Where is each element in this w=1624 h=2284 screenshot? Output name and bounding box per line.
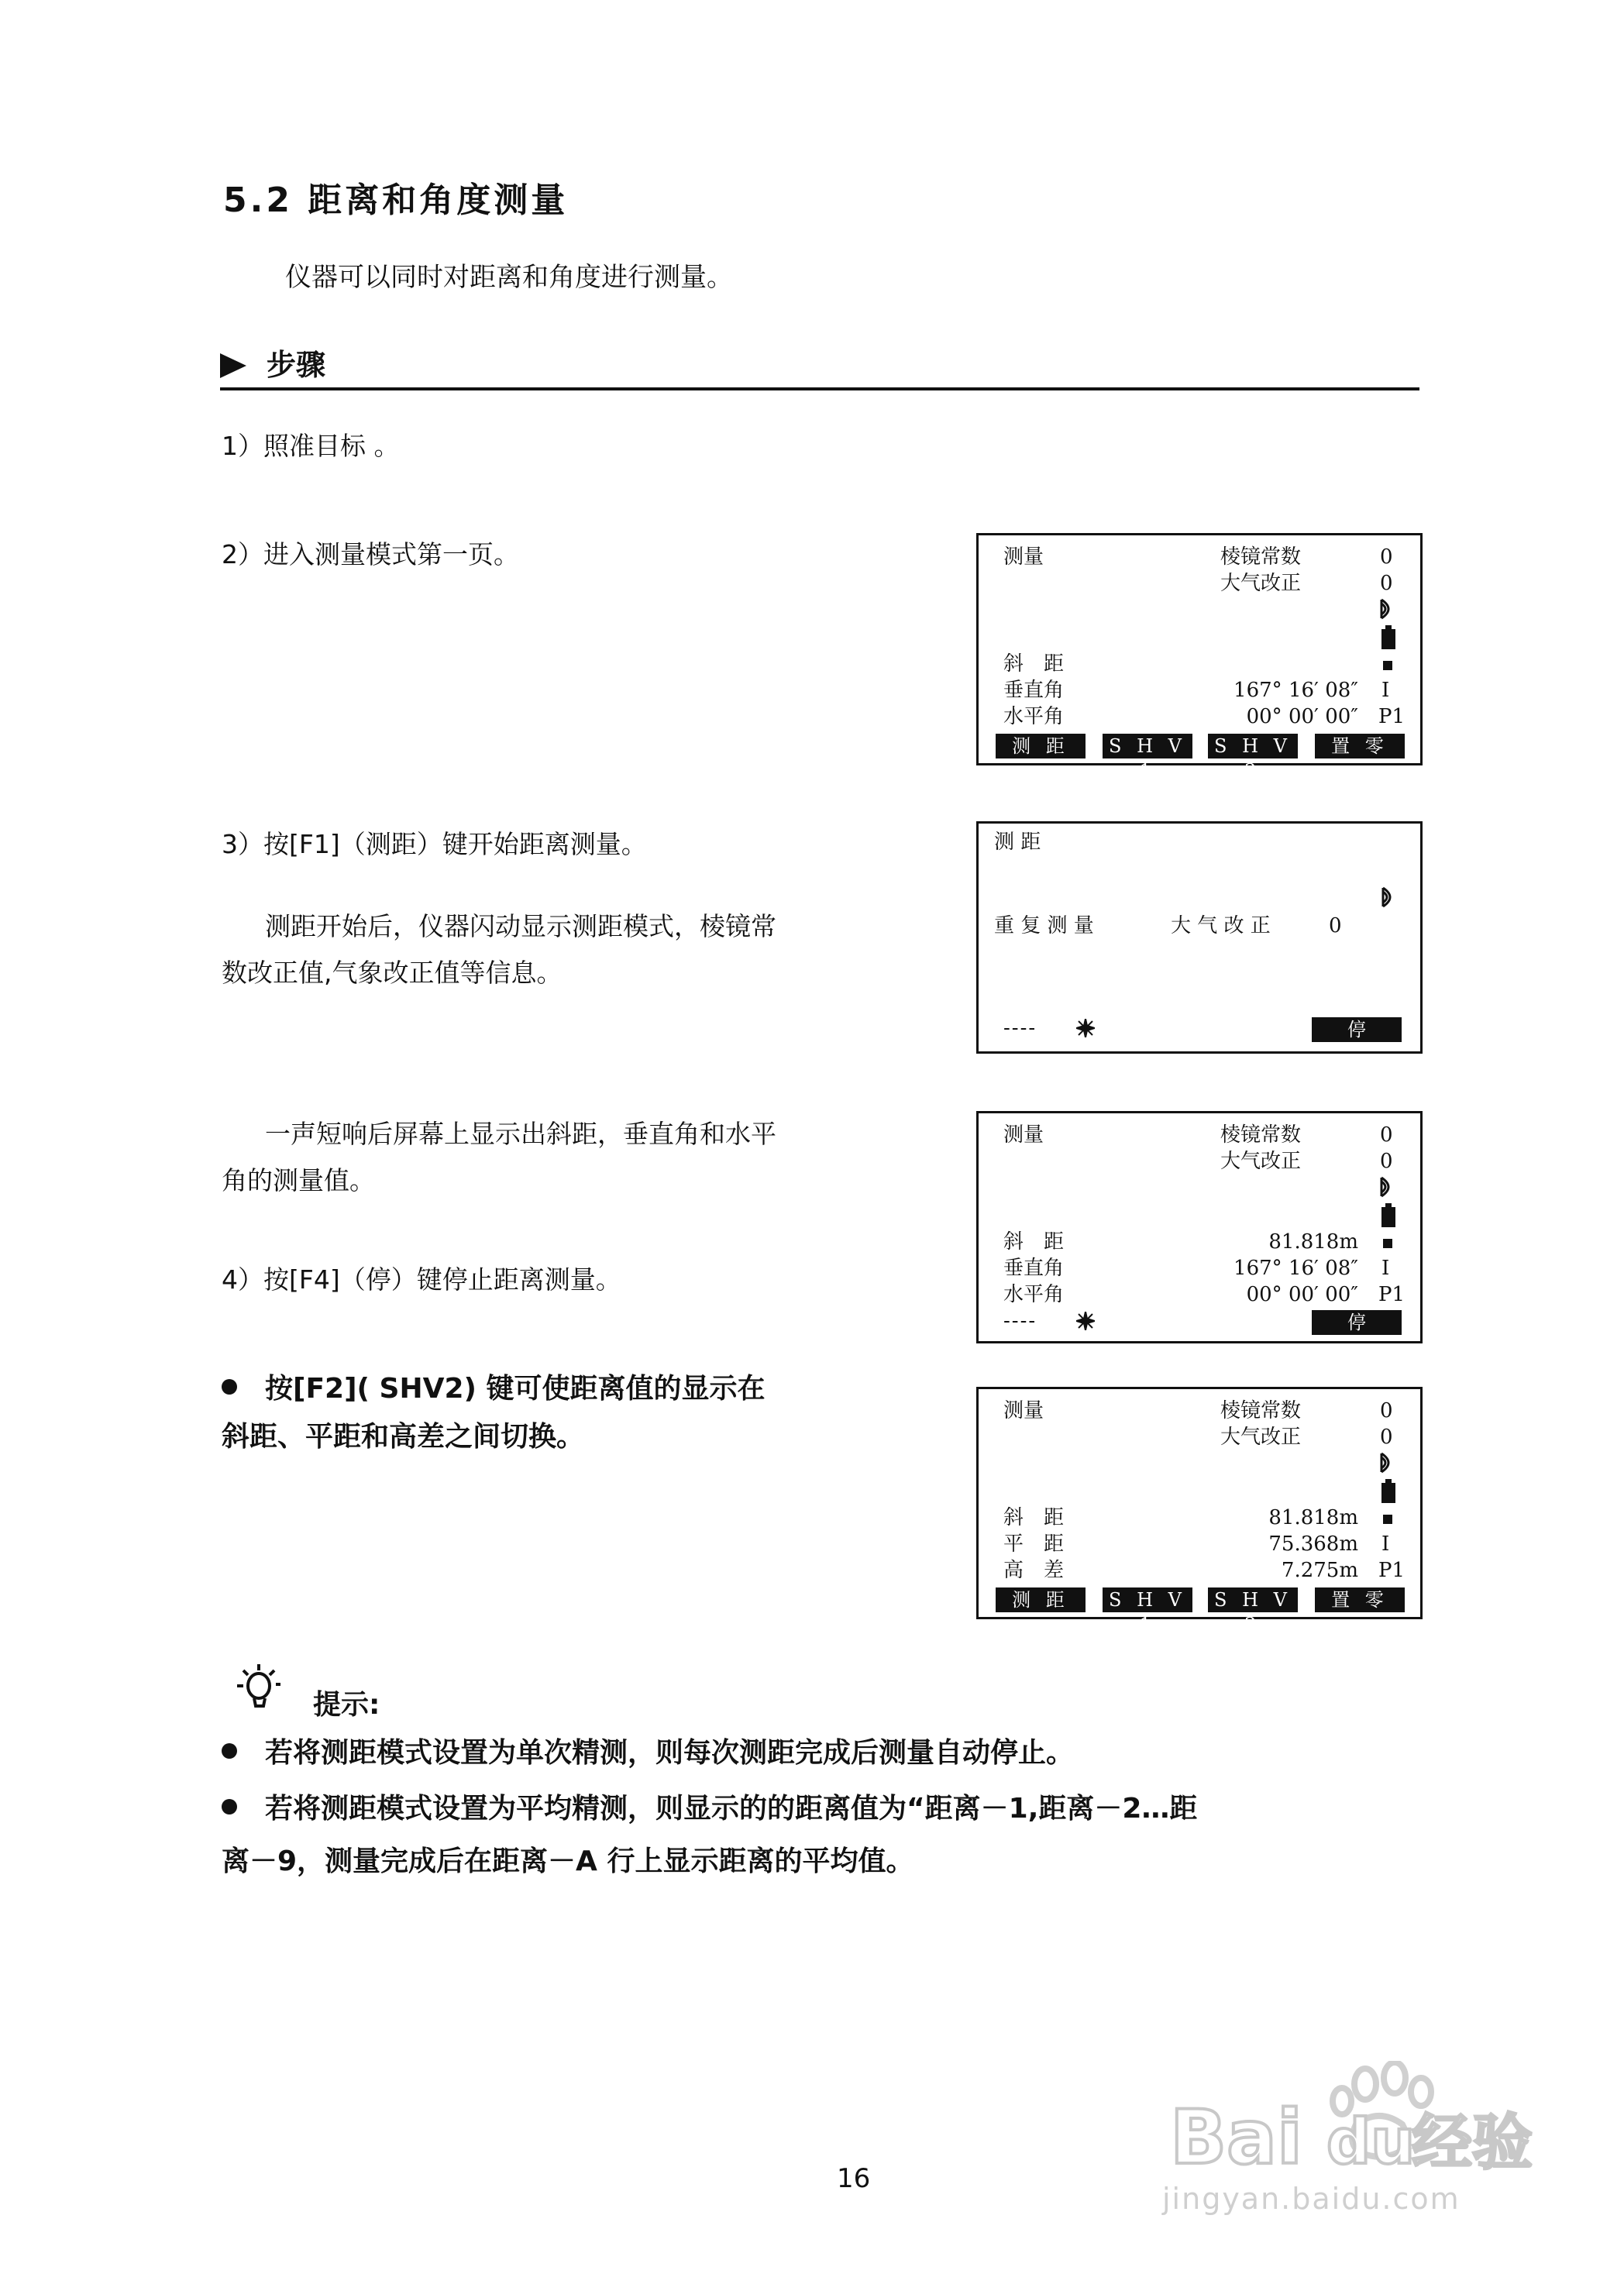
row1-label: 斜 距 [1003,1506,1065,1529]
status-dot-icon [1381,1513,1394,1526]
row1-label: 斜 距 [1003,1230,1065,1254]
bullet-icon [222,1743,237,1759]
baidu-watermark-logo [1162,2061,1550,2177]
atm-correction-label: 大气改正 [1220,1426,1302,1449]
f4-zero-key[interactable]: 置 零 [1315,1587,1405,1612]
svg-text:Bai: Bai [1170,2094,1302,2177]
heading-rule [220,387,1419,390]
tip-1 [222,1729,1074,1777]
prism-signal-icon [1378,1175,1397,1199]
row1-value: 81.818m [1268,1506,1358,1529]
side-i: I [1381,1532,1390,1556]
prism-const-label: 棱镜常数 [1220,1123,1302,1147]
atm-correction-label: 大气改正 [1220,1150,1302,1173]
prism-const-value: 0 [1380,545,1393,569]
bullet-icon [222,1379,237,1395]
f3-shv2-key[interactable]: S H V 2 [1208,1587,1298,1612]
row2-value: 75.368m [1268,1532,1358,1556]
row2-label: 平 距 [1003,1532,1065,1556]
row2-label: 垂直角 [1003,1257,1065,1280]
f2-shv1-key[interactable]: S H V 1 [1103,1587,1192,1612]
laser-star-icon [1076,1312,1095,1330]
prism-const-label: 棱镜常数 [1220,545,1302,569]
row1-value: 81.818m [1268,1230,1358,1254]
side-page: P1 [1378,705,1406,728]
atm-correction-value: 0 [1380,1150,1393,1173]
atm-correction-value: 0 [1380,572,1393,595]
repeat-measure-label: 重 复 测 量 [994,914,1094,937]
f3-shv2-key[interactable]: S H V 2 [1208,734,1298,758]
screen-mode: 测 距 [994,831,1041,854]
triangle-bullet-icon [220,353,246,378]
watermark-url: jingyan.baidu.com [1162,2182,1461,2216]
beep-note-line1: 一声短响后屏幕上显示出斜距，垂直角和水平 [265,1119,776,1149]
f2-shv1-key[interactable]: S H V 1 [1103,734,1192,758]
steps-heading-text: 步骤 [267,348,326,382]
display-screen-shv [976,1387,1423,1636]
battery-icon [1380,1203,1397,1228]
svg-text:du: du [1326,2106,1416,2177]
prism-signal-icon [1378,1451,1397,1474]
steps-heading [220,341,325,384]
f4-stop-key[interactable]: 停 [1312,1017,1402,1042]
row3-value: 00° 00′ 00″ [1246,1283,1358,1306]
row3-label: 水平角 [1003,705,1065,728]
svg-text:经验: 经验 [1412,2108,1533,2177]
atm-correction-label: 大气改正 [1220,572,1302,595]
f1-measure-distance-key[interactable]: 测 距 [996,734,1086,758]
battery-icon [1380,625,1397,650]
section-intro: 仪器可以同时对距离和角度进行测量。 [285,262,733,293]
prism-signal-icon [1378,597,1397,621]
lightbulb-icon [232,1655,288,1711]
step-4: 4）按[F4]（停）键停止距离测量。 [222,1264,621,1295]
step-3: 3）按[F1]（测距）键开始距离测量。 [222,829,647,859]
f2-note-line2: 斜距、平距和高差之间切换。 [222,1421,585,1453]
bullet-icon [222,1799,237,1814]
tip-2-line1-text: 若将测距模式设置为平均精测，则显示的的距离值为“距离－1,距离－2…距 [265,1793,1198,1825]
row3-value: 7.275m [1281,1559,1358,1582]
softkey-bar [996,1587,1406,1636]
row2-value: 167° 16′ 08″ [1233,679,1358,702]
step-3-note-line2: 数改正值,气象改正值等信息。 [222,958,563,988]
page-number: 16 [837,2163,871,2194]
tip-2-line2: 离－9，测量完成后在距离－A 行上显示距离的平均值。 [222,1845,914,1877]
atm-correction-value: 0 [1380,1426,1393,1449]
side-page: P1 [1378,1283,1406,1306]
f4-stop-key[interactable]: 停 [1312,1310,1402,1335]
progress-dashes: ---- [1003,1016,1037,1040]
screen-mode: 测量 [1003,545,1044,569]
beep-note-line2: 角的测量值。 [222,1165,375,1195]
prism-const-value: 0 [1380,1123,1393,1147]
atm-correction-value: 0 [1329,914,1342,937]
section-title: 5.2 距离和角度测量 [223,181,569,220]
display-screen-ranging [976,821,1423,1054]
display-screen-measure [976,533,1423,782]
atm-correction-label: 大 气 改 正 [1171,914,1271,937]
prism-const-label: 棱镜常数 [1220,1399,1302,1422]
row3-label: 高 差 [1003,1559,1065,1582]
f2-note-line1 [222,1365,766,1413]
laser-star-icon [1076,1019,1095,1037]
status-dot-icon [1381,659,1394,672]
prism-signal-icon [1380,886,1399,909]
row2-value: 167° 16′ 08″ [1233,1257,1358,1280]
row3-label: 水平角 [1003,1283,1065,1306]
row1-label: 斜 距 [1003,652,1065,676]
softkey-bar [996,734,1406,782]
tip-1-text: 若将测距模式设置为单次精测，则每次测距完成后测量自动停止。 [265,1737,1075,1769]
tips-heading: 提示: [313,1689,380,1721]
screen-mode: 测量 [1003,1399,1044,1422]
side-i: I [1381,679,1390,702]
f1-measure-distance-key[interactable]: 测 距 [996,1587,1086,1612]
status-dot-icon [1381,1237,1394,1250]
battery-icon [1380,1479,1397,1504]
screen-mode: 测量 [1003,1123,1044,1147]
progress-dashes: ---- [1003,1309,1037,1333]
side-i: I [1381,1257,1390,1280]
f4-zero-key[interactable]: 置 零 [1315,734,1405,758]
tip-2-line1 [222,1785,1197,1833]
row3-value: 00° 00′ 00″ [1246,705,1358,728]
step-3-note-line1: 测距开始后，仪器闪动显示测距模式，棱镜常 [265,911,776,941]
step-1: 1）照准目标 。 [222,431,400,461]
side-page: P1 [1378,1559,1406,1582]
prism-const-value: 0 [1380,1399,1393,1422]
f2-note-line1-text: 按[F2]( SHV2) 键可使距离值的显示在 [265,1373,766,1405]
display-screen-result [976,1111,1423,1343]
row2-label: 垂直角 [1003,679,1065,702]
step-2: 2）进入测量模式第一页。 [222,539,519,569]
